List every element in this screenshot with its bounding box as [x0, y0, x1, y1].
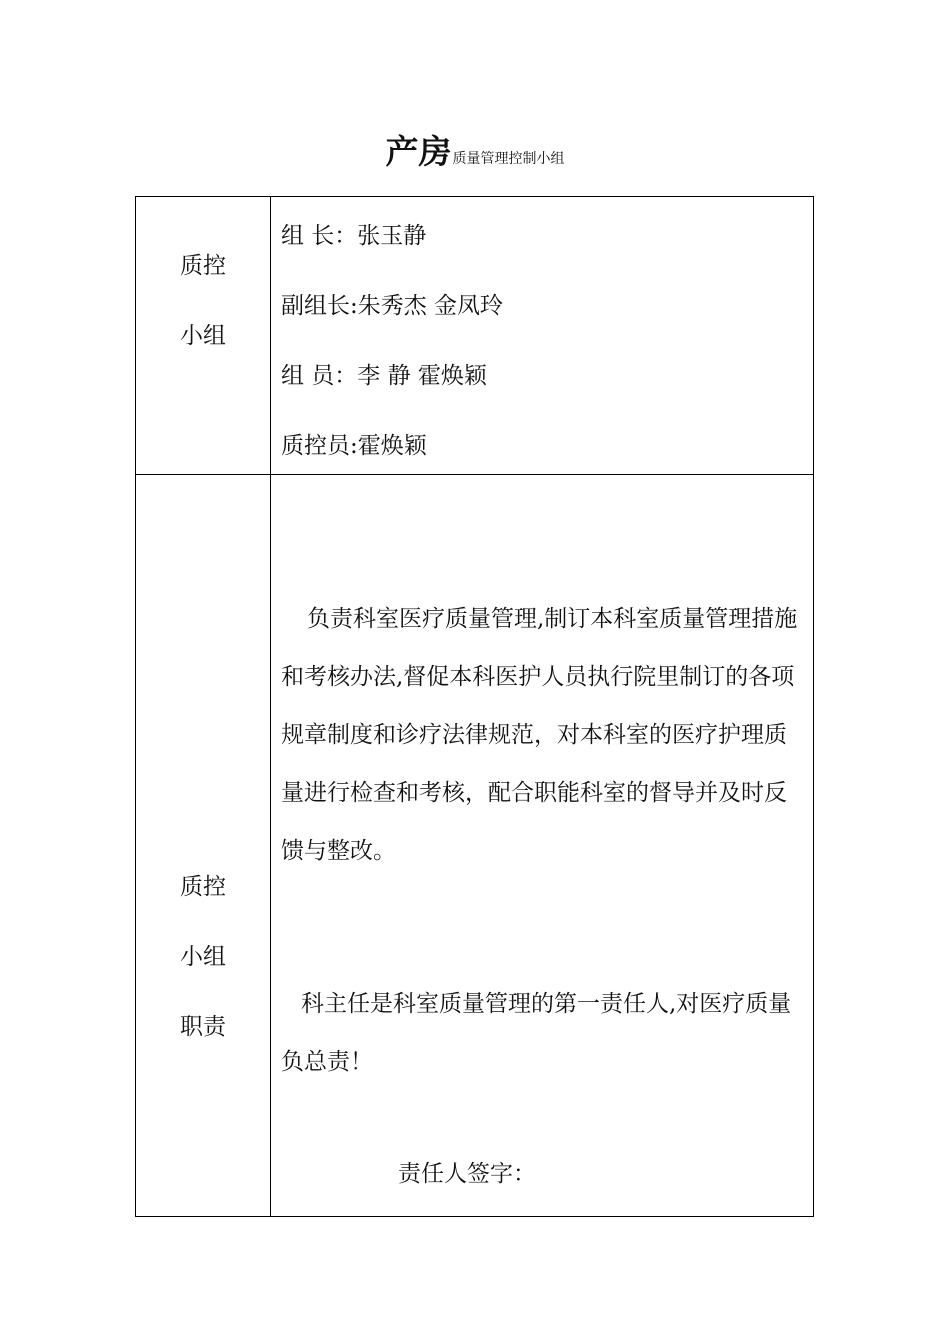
member-qc-officer: 质控员:霍焕颖	[281, 433, 427, 459]
group-members	[281, 201, 503, 481]
page-title	[0, 128, 950, 183]
title-subtitle: 质量管理控制小组	[452, 151, 565, 167]
column-divider	[270, 197, 271, 1216]
duty-paragraph: 负责科室医疗质量管理,制订本科室质量管理措施和考核办法,督促本科医护人员执行院里制订的各项规章制度和诊疗法律规范，对本科室的医疗护理质量进行检查和考核，配合职能科室的督导并及时反馈与整改。	[281, 606, 798, 864]
label-line: 质控	[180, 874, 226, 900]
row-label-duties	[136, 852, 270, 1062]
duty-paragraph: 科主任是科室质量管理的第一责任人,对医疗质量负总责！	[281, 991, 792, 1075]
member-team: 组 员：李 静 霍焕颖	[281, 363, 487, 389]
label-line: 质控	[180, 253, 226, 279]
member-deputy-leaders: 副组长:朱秀杰 金凤玲	[281, 293, 504, 319]
quality-control-table	[135, 196, 814, 1217]
duties-text	[281, 590, 807, 1091]
label-line: 职责	[180, 1014, 226, 1040]
label-line: 小组	[180, 944, 226, 970]
member-leader: 组 长：张玉静	[281, 223, 427, 249]
row-label-group	[136, 231, 270, 371]
signature-label: 责任人签字：	[398, 1161, 536, 1187]
label-line: 小组	[180, 323, 226, 349]
title-main: 产房	[385, 132, 452, 171]
